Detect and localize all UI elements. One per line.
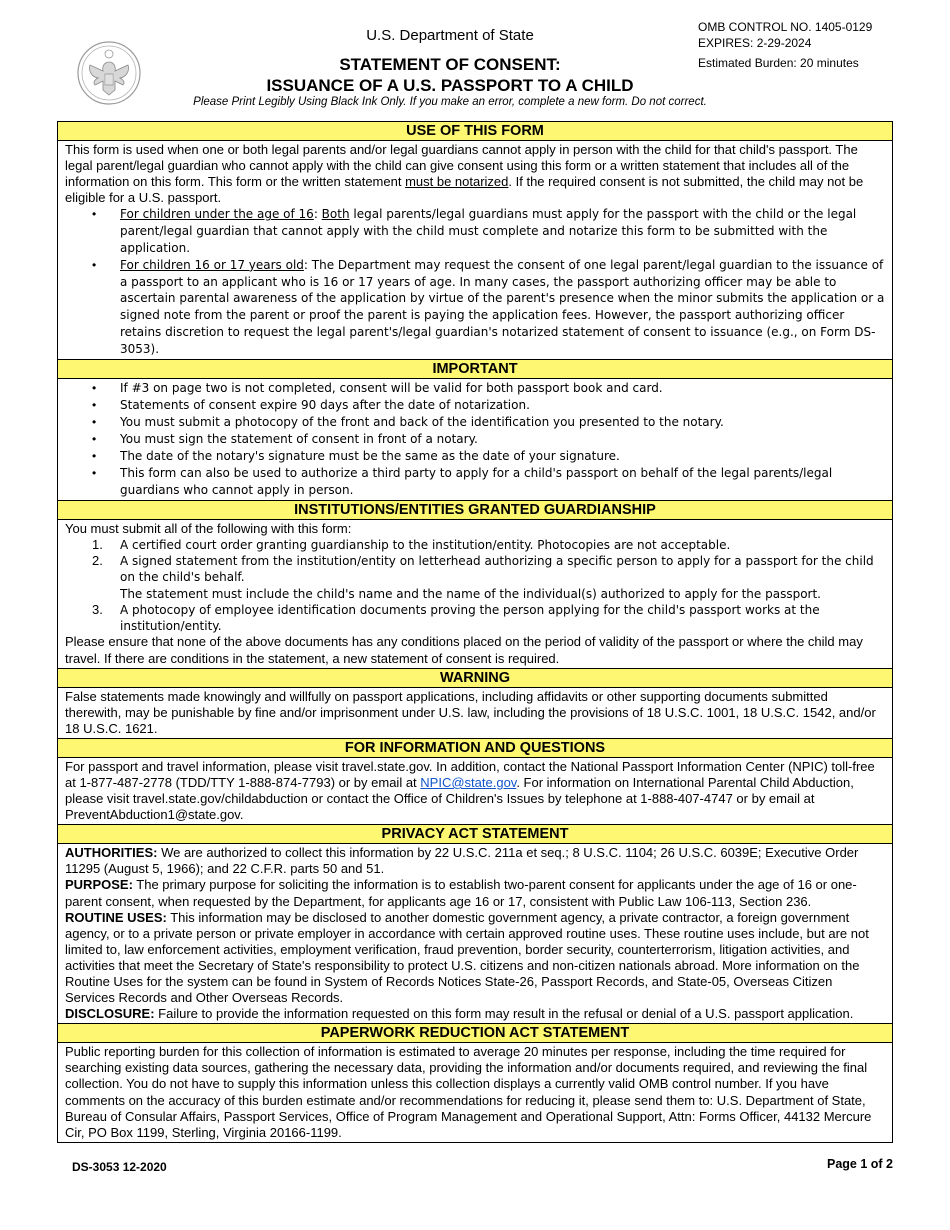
omb-expiration: EXPIRES: 2-29-2024 xyxy=(698,36,812,50)
list-item: 3. A photocopy of employee identification documents proving the person applying for the child's passport works at the institution/entity. xyxy=(92,601,820,634)
info-text: For passport and travel information, please visit travel.state.gov. In addition, contact the National Passport Information Center (NPIC) toll-free at 1-877-487-2778 (TDD/TTY 1-888-874-7793) or by email at NPIC@state.gov. For information on International Parental Child Abduction, please visit travel.state.gov/childabduction or contact the Office of Children's Issues by telephone at 1-888-407-4747 or by email at PreventAbduction1@state.gov. xyxy=(65,758,875,823)
privacy-routine-uses: ROUTINE USES: This information may be disclosed to another domestic government agency, a private contractor, a foreign government agency, or to a private person or private employer in accordance with certain approved routine uses. These routine uses include, but are not limited to, law enforcement activities, employment verification, fraud prevention, border security, counterterrorism, litigation activities, and activities that meet the Secretary of State's responsibility to protect U.S. citizens and non-citizen nationals abroad. More information on the Routine Uses for the system can be found in System of Records Notices State-26, Passport Records, and State-05, Overseas Citizen Services Records and Other Overseas Records. xyxy=(65,909,869,1006)
list-item: • If #3 on page two is not completed, consent will be valid for both passport book and card. xyxy=(65,380,885,397)
list-item: • This form can also be used to authorize a third party to apply for a child's passport on behalf of the legal parents/legal guardians who cannot apply in person. xyxy=(65,465,885,499)
section-heading-paperwork: PAPERWORK REDUCTION ACT STATEMENT xyxy=(58,1024,892,1043)
omb-control-number: OMB CONTROL NO. 1405-0129 xyxy=(698,20,873,34)
section-use-of-form xyxy=(58,141,892,360)
section-heading-info: FOR INFORMATION AND QUESTIONS xyxy=(58,739,892,758)
npic-email-link[interactable]: NPIC@state.gov xyxy=(420,774,517,790)
section-heading-use-of-form: USE OF THIS FORM xyxy=(58,122,892,141)
form-body xyxy=(57,121,893,1143)
list-item: • For children under the age of 16: Both legal parents/legal guardians must apply for the passport with the child or the legal parent/legal guardian that cannot apply with the child must complete and notarize this form to be submitted with the application. xyxy=(65,206,885,256)
important-bullets xyxy=(65,380,885,499)
estimated-burden: Estimated Burden: 20 minutes xyxy=(698,56,859,70)
section-institutions xyxy=(58,520,892,669)
section-heading-important: IMPORTANT xyxy=(58,360,892,379)
institutions-intro: You must submit all of the following with this form: xyxy=(65,520,352,536)
print-instructions: Please Print Legibly Using Black Ink Only. If you make an error, complete a new form. Do not correct. xyxy=(193,96,707,108)
privacy-disclosure: DISCLOSURE: Failure to provide the information requested on this form may result in the refusal or denial of a U.S. passport application. xyxy=(65,1006,854,1022)
privacy-purpose: PURPOSE: The primary purpose for soliciting the information is to establish two-parent consent for applicants under the age of 16 or one-parent consent, when requested by the Department, for applicants age 16 or 17, consistent with Public Law 106-113, Section 236. xyxy=(65,877,857,909)
section-heading-privacy: PRIVACY ACT STATEMENT xyxy=(58,825,892,844)
use-of-form-intro: This form is used when one or both legal parents and/or legal guardians cannot apply in person with the child for that child's passport. The legal parent/legal guardian who cannot apply with the child can give consent using this form or a written statement that includes all of the information on this form. This form or the written statement must be notarized. If the required consent is not submitted, the child may not be eligible for a U.S. passport. xyxy=(65,142,864,206)
section-paperwork xyxy=(58,1043,892,1142)
department-name: U.S. Department of State xyxy=(366,27,534,44)
form-title xyxy=(200,54,700,96)
section-info xyxy=(58,758,892,825)
list-item: 2. A signed statement from the institution/entity on letterhead authorizing a specific person to apply for a passport for the child on the child's behalf. The statement must include the child's name and the name of the individual(s) authorized to apply for the passport. xyxy=(92,552,874,601)
section-privacy xyxy=(58,844,892,1024)
warning-text: False statements made knowingly and willfully on passport applications, including affidavits or other supporting documents submitted therewith, may be punishable by fine and/or imprisonment under U.S. law, including the provisions of 18 U.S.C. 1001, 18 U.S.C. 1542, and/or 18 U.S.C. 1621. xyxy=(65,688,876,736)
privacy-authorities: AUTHORITIES: We are authorized to collect this information by 22 U.S.C. 211a et seq.; 8 U.S.C. 1104; 26 U.S.C. 6039E; Executive Order 11295 (August 5, 1966); and 22 C.F.R. parts 50 and 51. xyxy=(65,845,859,877)
section-heading-warning: WARNING xyxy=(58,669,892,688)
paperwork-text: Public reporting burden for this collection of information is estimated to average 20 minutes per response, including the time required for searching existing data sources, gathering the necessary data, providing the information and/or documents required, and reviewing the final collection. You do not have to supply this information unless this collection displays a currently valid OMB control number. If you have comments on the accuracy of this burden estimate and/or recommendations for reducing it, please send them to: U.S. Department of State, Bureau of Consular Affairs, Passport Services, Office of Program Management and Operational Support, Attn: Forms Officer, 44132 Mercure Cir, PO Box 1199, Sterling, Virginia 20166-1199. xyxy=(65,1044,872,1140)
list-item: • The date of the notary's signature must be the same as the date of your signature. xyxy=(65,448,885,465)
use-of-form-bullets xyxy=(65,206,885,357)
institutions-closing: Please ensure that none of the above documents has any conditions placed on the period of validity of the passport or where the child may travel. If there are conditions in the statement, a new statement of consent is required. xyxy=(65,634,863,666)
form-title-line2: ISSUANCE OF A U.S. PASSPORT TO A CHILD xyxy=(266,76,634,95)
section-warning xyxy=(58,688,892,739)
list-item: • You must sign the statement of consent in front of a notary. xyxy=(65,431,885,448)
list-item: • You must submit a photocopy of the front and back of the identification you presented to the notary. xyxy=(65,414,885,431)
list-item: • Statements of consent expire 90 days after the date of notarization. xyxy=(65,397,885,414)
institutions-numbered-list xyxy=(65,537,885,635)
page-number: Page 1 of 2 xyxy=(827,1157,893,1171)
list-item: • For children 16 or 17 years old: The Department may request the consent of one legal parent/legal guardian to the issuance of a passport to an applicant who is 16 or 17 years of age. In many cases, the passport authorizing officer may be able to ascertain parental awareness of the application by virtue of the parent's presence when the minor submits the application or a signed note from the parent or proof the parent is paying the application fees. However, the passport authorizing officer retains discretion to request the legal parent's/legal guardian's notarized statement of consent to issuance (e.g., on Form DS-3053). xyxy=(65,257,885,358)
section-heading-institutions: INSTITUTIONS/ENTITIES GRANTED GUARDIANSHIP xyxy=(58,501,892,520)
form-title-line1: STATEMENT OF CONSENT: xyxy=(339,55,561,74)
section-important xyxy=(58,379,892,501)
form-number: DS-3053 12-2020 xyxy=(72,1160,167,1174)
list-item: 1. A certified court order granting guardianship to the institution/entity. Photocopies are not acceptable. xyxy=(92,536,731,552)
omb-block xyxy=(698,19,872,71)
